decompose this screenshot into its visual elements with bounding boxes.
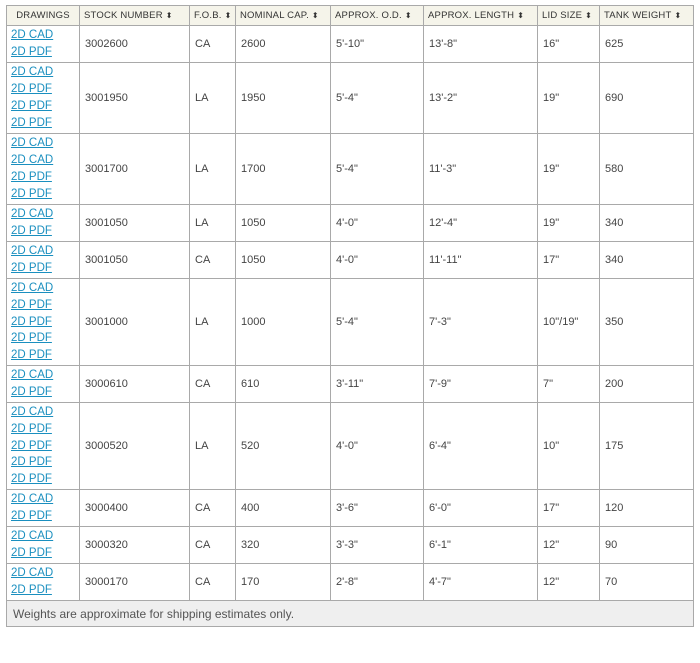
tank-weight-cell: 90 [600,527,694,564]
nominal-cap-cell: 1700 [236,134,331,205]
pdf-drawing-link[interactable]: 2D PDF [11,298,52,311]
pdf-drawing-link[interactable]: 2D PDF [11,262,52,274]
approx-od-cell: 3'-6" [331,490,424,527]
lid-size-cell: 19" [538,134,600,205]
pdf-drawing-link[interactable]: 2D PDF [11,187,52,200]
pdf-drawing-link[interactable]: 2D PDF [11,547,52,559]
drawings-cell [7,490,80,527]
approx-od-cell: 4'-0" [331,205,424,242]
pdf-drawing-link[interactable]: 2D PDF [11,510,52,522]
stock-number-cell: 3002600 [80,26,190,63]
fob-cell: LA [190,205,236,242]
pdf-drawing-link[interactable]: 2D PDF [11,46,52,58]
lid-size-cell: 19" [538,63,600,134]
tank-table-container [6,5,693,627]
drawings-cell [7,205,80,242]
tank-specs-table [6,5,694,627]
nominal-cap-cell: 1950 [236,63,331,134]
fob-cell: CA [190,564,236,601]
drawings-cell [7,242,80,279]
cad-drawing-link[interactable]: 2D CAD [11,208,54,221]
pdf-drawing-link[interactable]: 2D PDF [11,439,52,452]
nominal-cap-cell: 2600 [236,26,331,63]
approx-od-cell: 5'-4" [331,63,424,134]
drawings-cell [7,527,80,564]
lid-size-cell: 12" [538,564,600,601]
stock-number-cell: 3001050 [80,242,190,279]
nominal-cap-cell: 520 [236,403,331,490]
pdf-drawing-link[interactable]: 2D PDF [11,422,52,435]
fob-cell: CA [190,242,236,279]
lid-size-cell: 10"/19" [538,279,600,366]
approx-length-cell: 11'-3" [424,134,538,205]
sort-icon[interactable]: ⬍ [311,11,319,20]
approx-od-cell: 5'-10" [331,26,424,63]
stock-number-cell: 3000520 [80,403,190,490]
lid-size-cell: 12" [538,527,600,564]
stock-number-cell: 3000610 [80,366,190,403]
cad-drawing-link[interactable]: 2D CAD [11,137,54,150]
approx-length-cell: 6'-4" [424,403,538,490]
table-row [7,490,694,527]
table-row [7,26,694,63]
pdf-drawing-link[interactable]: 2D PDF [11,584,52,596]
cad-drawing-link[interactable]: 2D CAD [11,530,54,543]
approx-od-cell: 5'-4" [331,279,424,366]
approx-od-cell: 5'-4" [331,134,424,205]
fob-cell: CA [190,490,236,527]
sort-icon[interactable]: ⬍ [674,11,682,20]
lid-size-cell: 17" [538,490,600,527]
approx-length-cell: 6'-0" [424,490,538,527]
drawings-cell [7,26,80,63]
column-header-approx-od[interactable] [331,6,424,26]
stock-number-cell: 3000400 [80,490,190,527]
pdf-drawing-link[interactable]: 2D PDF [11,456,52,469]
pdf-drawing-link[interactable]: 2D PDF [11,83,52,96]
approx-length-cell: 4'-7" [424,564,538,601]
approx-length-cell: 11'-11" [424,242,538,279]
footer-note: Weights are approximate for shipping estimates only. [7,601,694,627]
tank-weight-cell: 70 [600,564,694,601]
pdf-drawing-link[interactable]: 2D PDF [11,386,52,398]
drawings-cell [7,403,80,490]
fob-cell: CA [190,366,236,403]
pdf-drawing-link[interactable]: 2D PDF [11,315,52,328]
column-header-label: NOMINAL CAP. [240,10,309,21]
approx-length-cell: 13'-8" [424,26,538,63]
footer-row [7,601,694,627]
stock-number-cell: 3001050 [80,205,190,242]
tank-weight-cell: 625 [600,26,694,63]
approx-od-cell: 4'-0" [331,403,424,490]
tank-weight-cell: 175 [600,403,694,490]
nominal-cap-cell: 400 [236,490,331,527]
tank-weight-cell: 690 [600,63,694,134]
table-row [7,527,694,564]
fob-cell: LA [190,279,236,366]
column-header-fob[interactable] [190,6,236,26]
column-header-label: DRAWINGS [16,10,70,21]
pdf-drawing-link[interactable]: 2D PDF [11,349,52,362]
lid-size-cell: 19" [538,205,600,242]
cad-drawing-link[interactable]: 2D CAD [11,567,54,580]
drawings-cell [7,366,80,403]
approx-length-cell: 6'-1" [424,527,538,564]
column-header-label: F.O.B. [194,10,222,21]
fob-cell: LA [190,403,236,490]
stock-number-cell: 3000170 [80,564,190,601]
column-header-label: LID SIZE [542,10,583,21]
approx-od-cell: 3'-11" [331,366,424,403]
stock-number-cell: 3001950 [80,63,190,134]
column-header-stock-number[interactable] [80,6,190,26]
lid-size-cell: 17" [538,242,600,279]
nominal-cap-cell: 610 [236,366,331,403]
cad-drawing-link[interactable]: 2D CAD [11,245,54,258]
column-header-tank-weight[interactable] [600,6,694,26]
table-row [7,564,694,601]
fob-cell: LA [190,134,236,205]
stock-number-cell: 3001700 [80,134,190,205]
stock-number-cell: 3001000 [80,279,190,366]
column-header-drawings [7,6,80,26]
cad-drawing-link[interactable]: 2D CAD [11,29,54,42]
pdf-drawing-link[interactable]: 2D PDF [11,171,52,183]
nominal-cap-cell: 1000 [236,279,331,366]
approx-length-cell: 12'-4" [424,205,538,242]
table-row [7,403,694,490]
column-header-label: TANK WEIGHT [604,10,672,21]
tank-weight-cell: 340 [600,242,694,279]
approx-length-cell: 13'-2" [424,63,538,134]
column-header-label: APPROX. O.D. [335,10,402,21]
table-row [7,205,694,242]
table-row [7,63,694,134]
nominal-cap-cell: 320 [236,527,331,564]
sort-icon[interactable]: ⬍ [585,11,592,20]
sort-icon[interactable]: ⬍ [224,11,232,20]
lid-size-cell: 7" [538,366,600,403]
drawings-cell [7,134,80,205]
pdf-drawing-link[interactable]: 2D PDF [11,473,52,486]
fob-cell: LA [190,63,236,134]
header-row [7,6,694,26]
table-row [7,279,694,366]
pdf-drawing-link[interactable]: 2D PDF [11,116,52,129]
tank-weight-cell: 340 [600,205,694,242]
sort-icon[interactable]: ⬍ [165,11,173,20]
approx-od-cell: 3'-3" [331,527,424,564]
pdf-drawing-link[interactable]: 2D PDF [11,332,52,345]
approx-length-cell: 7'-3" [424,279,538,366]
column-header-label: APPROX. LENGTH [428,10,515,21]
nominal-cap-cell: 1050 [236,205,331,242]
drawings-cell [7,564,80,601]
tank-weight-cell: 350 [600,279,694,366]
lid-size-cell: 16" [538,26,600,63]
column-header-label: STOCK NUMBER [84,10,163,21]
table-row [7,134,694,205]
pdf-drawing-link[interactable]: 2D PDF [11,225,52,237]
sort-icon[interactable]: ⬍ [517,11,524,20]
column-header-lid-size[interactable] [538,6,600,26]
column-header-nominal-cap[interactable] [236,6,331,26]
pdf-drawing-link[interactable]: 2D PDF [11,100,52,112]
cad-drawing-link[interactable]: 2D CAD [11,406,54,418]
drawings-cell [7,279,80,366]
tank-weight-cell: 120 [600,490,694,527]
drawings-cell [7,63,80,134]
cad-drawing-link[interactable]: 2D CAD [11,493,54,506]
approx-length-cell: 7'-9" [424,366,538,403]
tank-weight-cell: 200 [600,366,694,403]
column-header-approx-length[interactable] [424,6,538,26]
lid-size-cell: 10" [538,403,600,490]
fob-cell: CA [190,527,236,564]
cad-drawing-link[interactable]: 2D CAD [11,154,54,167]
approx-od-cell: 2'-8" [331,564,424,601]
stock-number-cell: 3000320 [80,527,190,564]
cad-drawing-link[interactable]: 2D CAD [11,66,54,79]
nominal-cap-cell: 170 [236,564,331,601]
table-row [7,366,694,403]
tank-weight-cell: 580 [600,134,694,205]
cad-drawing-link[interactable]: 2D CAD [11,369,54,382]
cad-drawing-link[interactable]: 2D CAD [11,282,54,294]
approx-od-cell: 4'-0" [331,242,424,279]
table-body [7,26,694,601]
nominal-cap-cell: 1050 [236,242,331,279]
sort-icon[interactable]: ⬍ [404,11,412,20]
table-row [7,242,694,279]
fob-cell: CA [190,26,236,63]
